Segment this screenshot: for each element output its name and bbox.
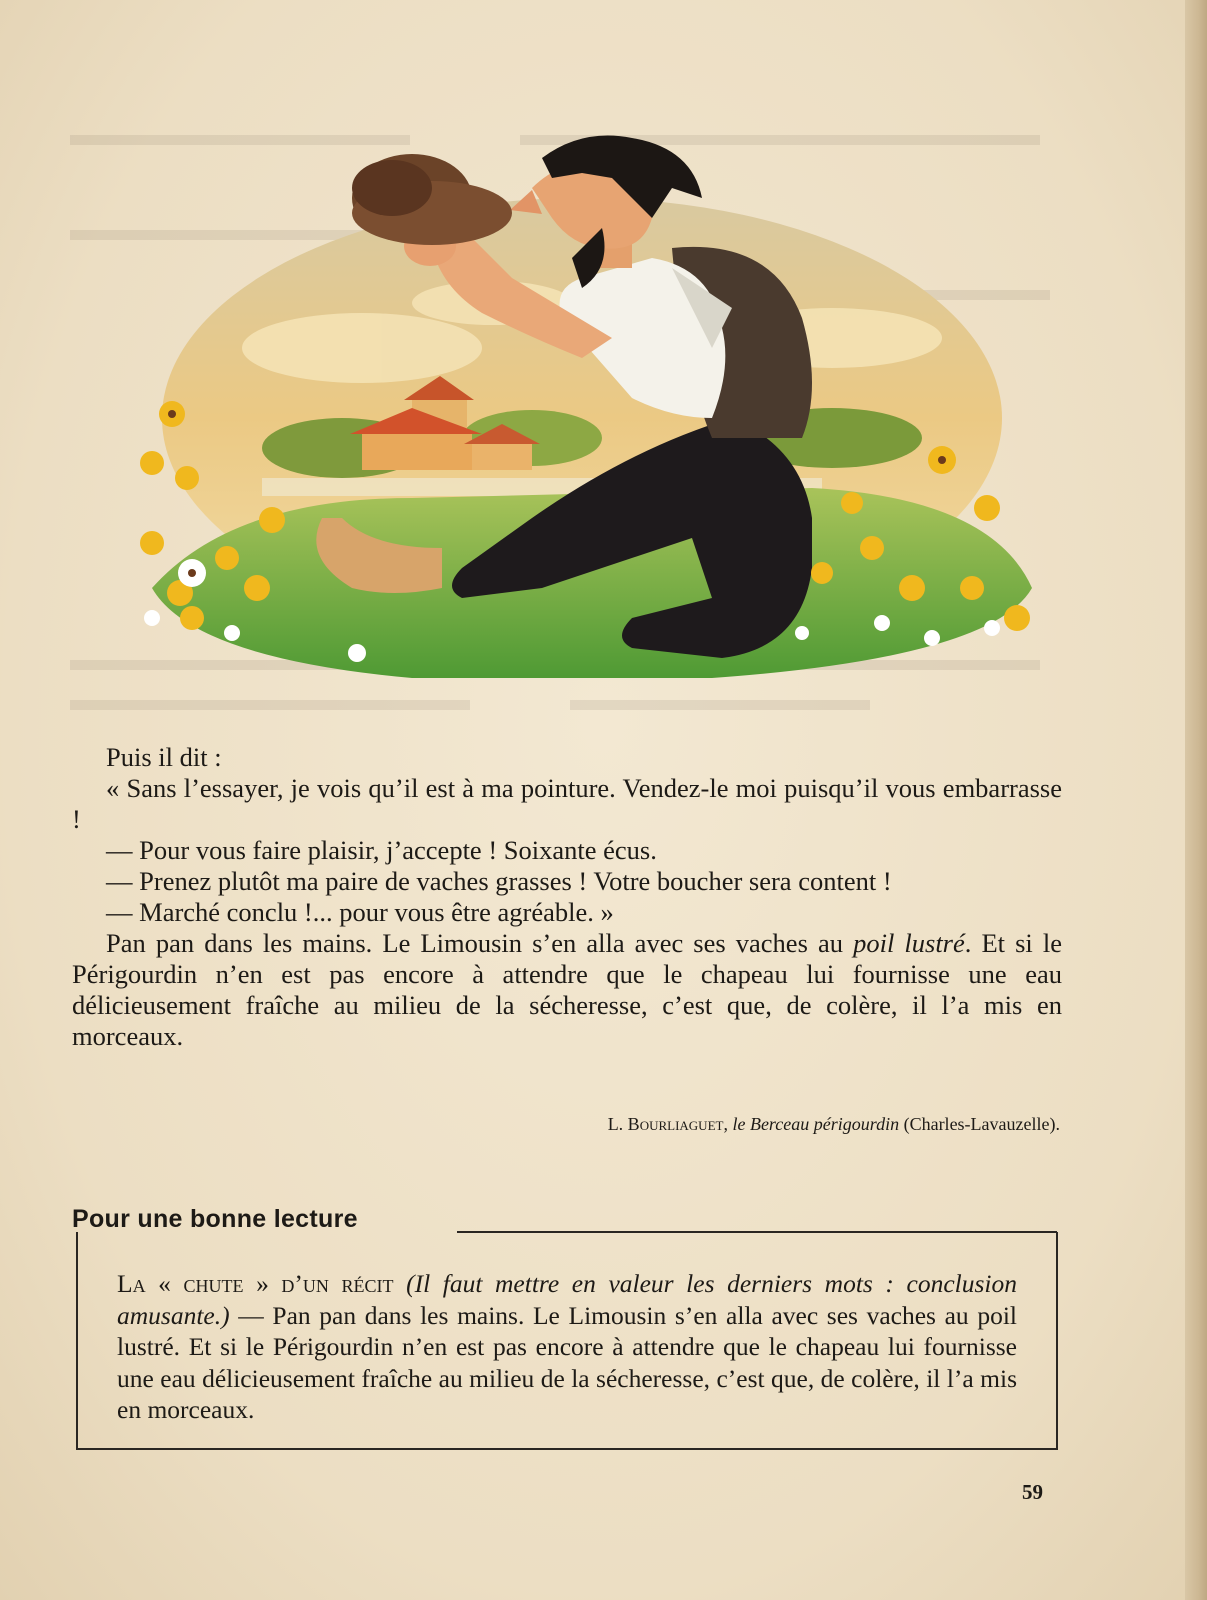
reading-note: (Il faut mettre en valeur les derniers mots : conclusion amusante.) xyxy=(117,1269,1017,1330)
source-citation xyxy=(72,1114,1060,1135)
story-illustration xyxy=(112,118,1057,706)
story-line: — Prenez plutôt ma paire de vaches grasses ! Votre boucher sera content ! xyxy=(106,866,892,896)
source-author: L. Bourliaguet, xyxy=(607,1114,728,1134)
story-text xyxy=(72,742,1062,1052)
section-title: Pour une bonne lecture xyxy=(72,1205,358,1233)
reading-body: — Pan pan dans les mains. Le Limousin s’en alla avec ses vaches au poil lustré. Et si le Périgourdin n’en est pas encore à attendre que le chapeau lui fournisse une eau délicieusement fraîche au milieu de la sécheresse, c’est que, de colère, il l’a mis en morceaux. xyxy=(117,1300,1017,1424)
story-line: — Pour vous faire plaisir, j’accepte ! Soixante écus. xyxy=(106,835,657,865)
source-work: le Berceau périgourdin xyxy=(732,1114,900,1134)
story-line: Puis il dit : xyxy=(106,742,222,772)
paragraph-text: Pan pan dans les mains. Le Limousin s’en alla avec ses vaches au xyxy=(106,928,854,958)
story-line: — Marché conclu !... pour vous être agréable. » xyxy=(106,897,614,927)
story-last-paragraph xyxy=(72,928,1062,1052)
reading-label: La « chute » d’un récit xyxy=(117,1269,394,1298)
reading-box xyxy=(76,1232,1058,1450)
page-number: 59 xyxy=(1022,1480,1043,1504)
page-edge xyxy=(1185,0,1207,1600)
source-publisher: (Charles-Lavauzelle). xyxy=(903,1114,1060,1134)
paragraph-italic: poil lustré xyxy=(853,928,965,958)
reading-box-text xyxy=(117,1268,1017,1426)
story-line: « Sans l’essayer, je vois qu’il est à ma pointure. Vendez-le moi puisqu’il vous embarrasse ! xyxy=(72,773,1062,834)
paragraph-text: . Et si le Périgourdin n’en est pas encore à attendre que le chapeau lui fournisse une eau délicieusement fraîche au milieu de la sécheresse, c’est que, de colère, il l’a mis en morceaux. xyxy=(72,928,1063,1051)
